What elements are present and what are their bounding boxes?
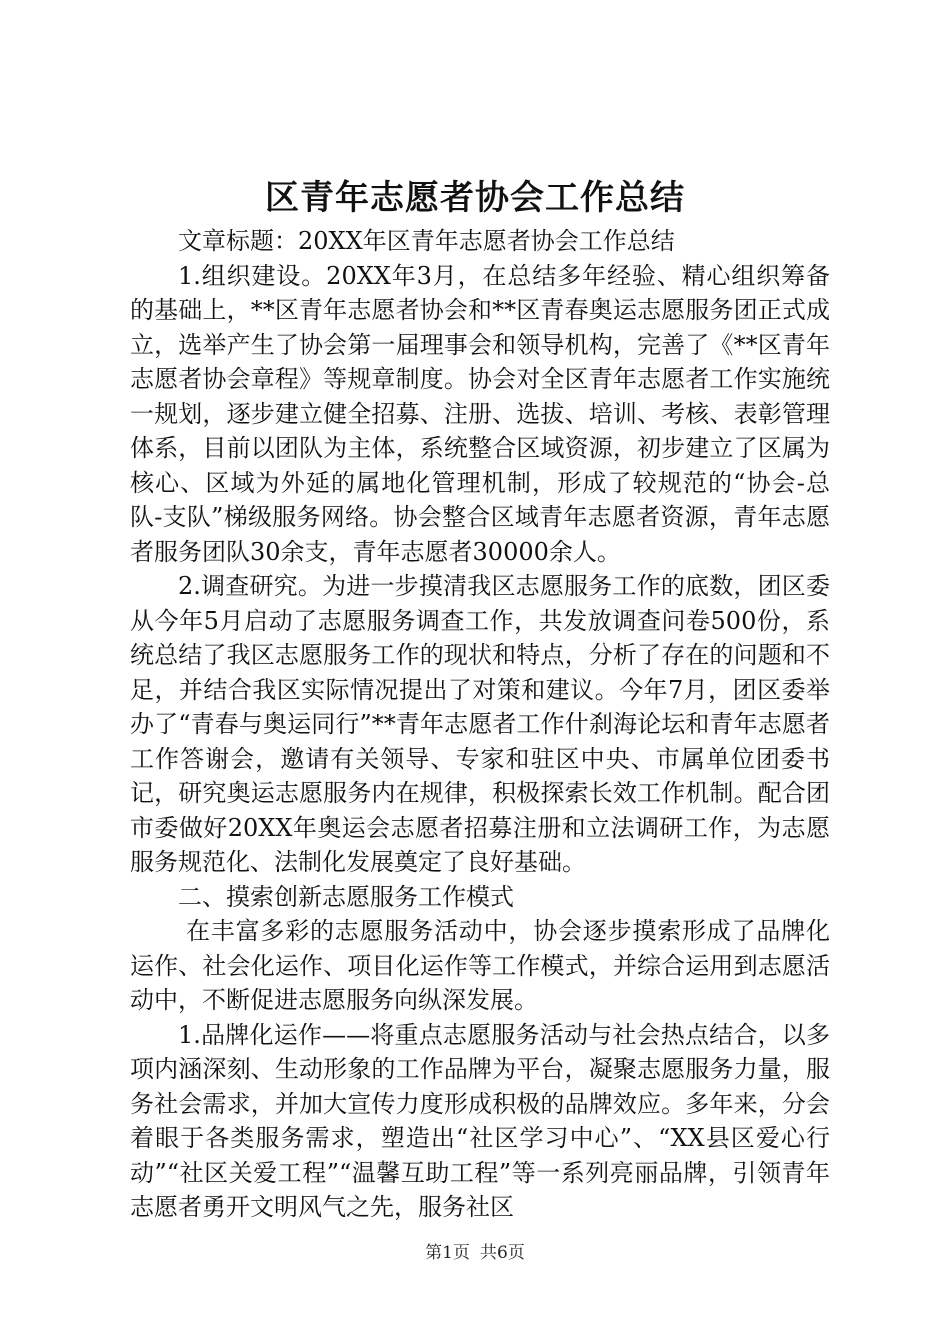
paragraph-article-title: 文章标题：20XX年区青年志愿者协会工作总结 bbox=[178, 227, 675, 255]
section-heading-2: 二、摸索创新志愿服务工作模式 bbox=[178, 882, 514, 911]
document-title: 区青年志愿者协会工作总结 bbox=[265, 178, 685, 218]
page-footer bbox=[0, 1242, 950, 1264]
paragraph-research: 2.调查研究。为进一步摸清我区志愿服务工作的底数，团区委从今年5月启动了志愿服务调查工作，共发放调查问卷500份，系统总结了我区志愿服务工作的现状和特点，分析了存在的问题和不足，并结合我区实际情况提出了对策和建议。今年7月，团区委举办了“青春与奥运同行”**青年志愿者工作什刹海论坛和青年志愿者工作答谢会，邀请有关领导、专家和驻区中央、市属单位团委书记，研究奥运志愿服务内在规律，积极探索长效工作机制。配合团市委做好20XX年奥运会志愿者招募注册和立法调研工作，为志愿服务规范化、法制化发展奠定了良好基础。 bbox=[130, 572, 830, 876]
paragraph-work-modes: 在丰富多彩的志愿服务活动中，协会逐步摸索形成了品牌化运作、社会化运作、项目化运作等工作模式，并综合运用到志愿活动中，不断促进志愿服务向纵深发展。 bbox=[130, 917, 830, 1014]
paragraph-branding: 1.品牌化运作——将重点志愿服务活动与社会热点结合，以多项内涵深刻、生动形象的工作品牌为平台，凝聚志愿服务力量，服务社会需求，并加大宣传力度形成积极的品牌效应。多年来，分会着眼于各类服务需求，塑造出“社区学习中心”、“XX县区爱心行动”“社区关爱工程”“温馨互助工程”等一系列亮丽品牌，引领青年志愿者勇开文明风气之先，服务社区 bbox=[130, 1020, 830, 1221]
page-number: 第1页 bbox=[425, 1243, 470, 1263]
paragraph-organization: 1.组织建设。20XX年3月，在总结多年经验、精心组织筹备的基础上，**区青年志愿者协会和**区青春奥运志愿服务团正式成立，选举产生了协会第一届理事会和领导机构，完善了《**区青年志愿者协会章程》等规章制度。协会对全区青年志愿者工作实施统一规划，逐步建立健全招募、注册、选拔、培训、考核、表彰管理体系，目前以团队为主体，系统整合区域资源，初步建立了区属为核心、区域为外延的属地化管理机制，形成了较规范的“协会-总队-支队”梯级服务网络。协会整合区域青年志愿者资源，青年志愿者服务团队30余支，青年志愿者30000余人。 bbox=[130, 261, 830, 566]
page-total: 共6页 bbox=[480, 1243, 525, 1263]
document-body bbox=[130, 224, 830, 1225]
